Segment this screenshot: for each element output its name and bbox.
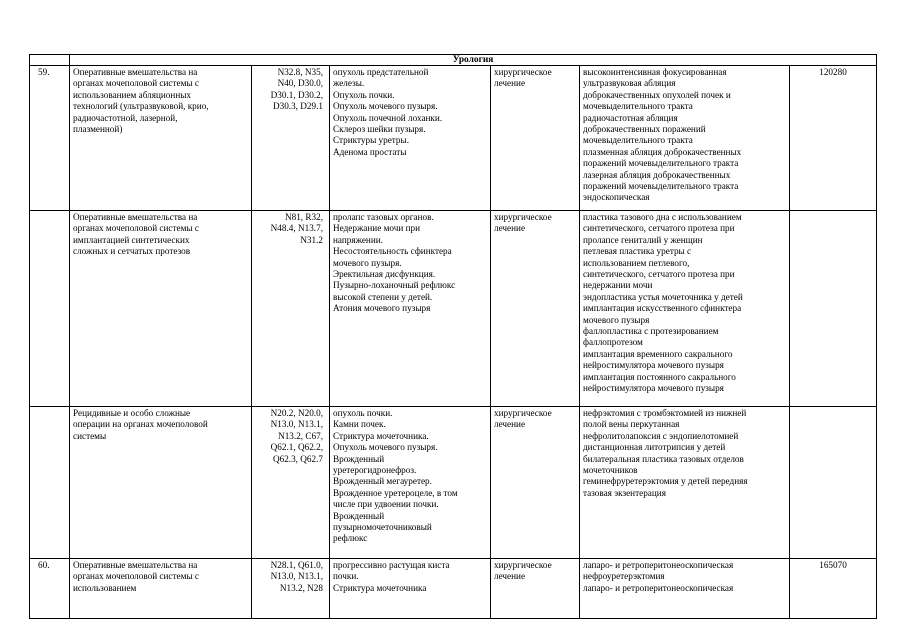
cell-text-line: органах мочеполовой системы с	[73, 78, 199, 89]
icd-codes-cell	[252, 211, 330, 407]
intervention-name-cell	[70, 66, 252, 211]
cell-text-line: опухоль почки.	[333, 408, 393, 418]
cell-text-line: Опухоль почки.	[333, 89, 395, 100]
cell-text-line: поражений мочевыделительного тракта	[583, 158, 739, 169]
cell-text-line: рефлюкс	[333, 533, 368, 544]
price-cell	[790, 66, 877, 211]
cell-text-line: числе при удвоении почки.	[333, 499, 439, 510]
cell-text-line: Пузырно-лоханочный рефлюкс	[333, 280, 456, 291]
cell-text-line: технологий (ультразвуковой, крио,	[73, 101, 209, 112]
intervention-name-cell	[70, 211, 252, 407]
cell-text-line: пузырномочеточниковый	[333, 522, 432, 533]
cell-text-line: лечение	[494, 419, 526, 430]
cell-text-line: плазменной)	[73, 124, 123, 135]
cell-text-line: лазерная абляция доброкачественных	[583, 169, 731, 180]
cell-text-line: Врожденный	[333, 453, 385, 464]
cell-text-line: N31.2	[300, 234, 323, 245]
icd-codes-cell	[252, 407, 330, 559]
cell-text-line: пластика тазового дна с использованием	[583, 212, 742, 222]
cell-text-line: хирургическое	[494, 408, 552, 418]
cell-text-line: имплантация постоянного сакрального	[583, 371, 736, 382]
cell-text-line: недержании мочи	[583, 280, 653, 291]
cell-text-line: Эректильная дисфункция.	[333, 269, 436, 280]
cell-text-line: имплантация искусственного сфинктера	[583, 303, 742, 314]
cell-text-line: Q62.3, Q62.7	[272, 453, 323, 464]
cell-text-line: Оперативные вмешательства на	[73, 67, 198, 77]
row-number-cell	[30, 66, 70, 211]
table-row	[30, 559, 877, 619]
patient-model-cell	[330, 407, 491, 559]
cell-text-line: Стриктуры уретры.	[333, 135, 409, 146]
cell-text-line: нейростимулятора мочевого пузыря	[583, 360, 724, 371]
cell-text-line: нефроуретерэктомия	[583, 571, 665, 582]
cell-text-line: мочевыделительного тракта	[583, 135, 693, 146]
cell-text-line: органах мочеполовой системы с	[73, 223, 199, 234]
cell-text-line: петлевая пластика уретры с	[583, 246, 692, 257]
price-cell	[790, 211, 877, 407]
cell-text-line: имплантация временного сакрального	[583, 348, 733, 359]
cell-text-line: тазовая экзентерация	[583, 487, 666, 498]
cell-text-line: эндоскопическая	[583, 192, 650, 203]
cell-text-line: органах мочеполовой системы с	[73, 571, 199, 582]
cell-text-line: N13.0, N13.1,	[270, 419, 323, 430]
price-cell	[790, 407, 877, 559]
cell-text-line: ультразвуковая абляция	[583, 78, 676, 89]
cell-text-line: использованием абляционных	[73, 89, 192, 100]
treatment-type-cell	[491, 66, 580, 211]
cell-text-line: плазменная абляция доброкачественных	[583, 146, 742, 157]
table-row	[30, 407, 877, 559]
cell-text: 59.	[38, 67, 50, 77]
cell-text-line: мочевого пузыря.	[333, 257, 402, 268]
cell-text-line: прогрессивно растущая киста	[333, 560, 450, 570]
cell-text-line: системы	[73, 430, 107, 441]
treatment-method-cell	[580, 407, 790, 559]
cell-text-line: пролапсе гениталий у женщин	[583, 234, 703, 245]
cell-text-line: Оперативные вмешательства на	[73, 212, 198, 222]
cell-text-line: лечение	[494, 223, 526, 234]
section-header-row	[30, 55, 877, 66]
cell-text-line: Опухоль почечной лоханки.	[333, 112, 443, 123]
cell-text-line: фаллопротезом	[583, 337, 643, 348]
cell-text-line: использованием петлевого,	[583, 257, 690, 268]
cell-text-line: лапаро- и ретроперитонеоскопическая	[583, 560, 734, 570]
cell-text-line: N48.4, N13.7,	[270, 223, 323, 234]
cell-text-line: Камни почек.	[333, 419, 386, 430]
table-row	[30, 211, 877, 407]
cell-text-line: Рецидивные и особо сложные	[73, 408, 191, 418]
cell-text-line: Опухоль мочевого пузыря.	[333, 442, 438, 453]
treatment-method-cell	[580, 66, 790, 211]
treatment-type-cell	[491, 211, 580, 407]
cell-text-line: N40, D30.0,	[277, 78, 323, 89]
cell-text-line: операции на органах мочеполовой	[73, 419, 208, 430]
cell-text-line: поражений мочевыделительного тракта	[583, 181, 739, 192]
section-title: Урология	[70, 55, 877, 66]
cell-text-line: высокой степени у детей.	[333, 291, 433, 302]
cell-text-line: хирургическое	[494, 67, 552, 77]
cell-text-line: почки.	[333, 571, 359, 582]
cell-text-line: уретерогидронефроз.	[333, 465, 417, 476]
cell-text-line: сложных и сетчатых протезов	[73, 246, 191, 257]
cell-text: 165070	[819, 560, 847, 570]
cell-text-line: N81, R32,	[284, 212, 323, 222]
cell-text-line: N13.2, N28	[279, 582, 323, 593]
cell-text-line: N20.2, N20.0,	[270, 408, 323, 418]
cell-text-line: Несостоятельность сфинктера	[333, 246, 452, 257]
cell-text-line: высокоинтенсивная фокусированная	[583, 67, 727, 77]
cell-text-line: Склероз шейки пузыря.	[333, 124, 426, 135]
cell-text-line: мочевыделительного тракта	[583, 101, 693, 112]
document-page	[29, 54, 876, 619]
cell-text-line: полой вены перкутанная	[583, 419, 680, 430]
cell-text-line: использованием	[73, 582, 137, 593]
treatment-type-cell	[491, 559, 580, 619]
cell-text-line: лечение	[494, 78, 526, 89]
icd-codes-cell	[252, 559, 330, 619]
cell-text-line: дистанционная литотрипсия у детей	[583, 442, 726, 453]
cell-text-line: хирургическое	[494, 212, 552, 222]
cell-text-line: N32.8, N35,	[277, 67, 323, 77]
procedures-table	[29, 54, 877, 619]
patient-model-cell	[330, 66, 491, 211]
cell-text-line: имплантацией синтетических	[73, 234, 190, 245]
cell-text-line: опухоль предстательной	[333, 67, 429, 77]
cell-text-line: радиочастотной, лазерной,	[73, 112, 178, 123]
cell-text-line: Аденома простаты	[333, 146, 407, 157]
patient-model-cell	[330, 559, 491, 619]
cell-text-line: лапаро- и ретроперитонеоскопическая	[583, 582, 734, 593]
cell-text-line: нейростимулятора мочевого пузыря	[583, 383, 724, 394]
cell-text-line: Атония мочевого пузыря	[333, 303, 431, 314]
icd-codes-cell	[252, 66, 330, 211]
cell-text-line: хирургическое	[494, 560, 552, 570]
row-number-cell	[30, 559, 70, 619]
price-cell	[790, 559, 877, 619]
cell-text-line: D30.3, D29.1	[272, 101, 323, 112]
cell-text-line: доброкачественных поражений	[583, 124, 706, 135]
cell-text: 60.	[38, 560, 50, 570]
cell-text-line: билатеральная пластика тазовых отделов	[583, 453, 744, 464]
cell-text-line: N28.1, Q61.0,	[270, 560, 323, 570]
cell-text-line: D30.1, D30.2,	[270, 89, 323, 100]
cell-text-line: мочеточников	[583, 465, 638, 476]
cell-text-line: лечение	[494, 571, 526, 582]
cell-text-line: N13.0, N13.1,	[270, 571, 323, 582]
cell-text-line: напряжении.	[333, 234, 383, 245]
table-row	[30, 66, 877, 211]
cell-text-line: Q62.1, Q62.2,	[270, 442, 323, 453]
cell-text-line: железы.	[333, 78, 365, 89]
row-number-cell	[30, 211, 70, 407]
cell-text-line: фаллопластика с протезированием	[583, 326, 719, 337]
patient-model-cell	[330, 211, 491, 407]
cell-text-line: нефрэктомия с тромбэктомией из нижней	[583, 408, 747, 418]
cell-text-line: Недержание мочи при	[333, 223, 421, 234]
cell-text-line: геминефруретерэктомия у детей передняя	[583, 476, 748, 487]
cell-text-line: Опухоль мочевого пузыря.	[333, 101, 438, 112]
intervention-name-cell	[70, 559, 252, 619]
treatment-method-cell	[580, 559, 790, 619]
treatment-type-cell	[491, 407, 580, 559]
row-number-cell	[30, 407, 70, 559]
cell-text: 120280	[819, 67, 847, 77]
cell-text-line: Оперативные вмешательства на	[73, 560, 198, 570]
intervention-name-cell	[70, 407, 252, 559]
cell-text-line: N13.2, C67,	[278, 430, 323, 441]
cell-text-line: доброкачественных опухолей почек и	[583, 89, 731, 100]
cell-text-line: Врожденный мегауретер.	[333, 476, 432, 487]
cell-text-line: пролапс тазовых органов.	[333, 212, 434, 222]
cell-text-line: эндопластика устья мочеточника у детей	[583, 291, 743, 302]
cell-text-line: нефролитолапоксия с эндопиелотомией	[583, 430, 739, 441]
cell-text-line: мочевого пузыря	[583, 314, 650, 325]
cell-text-line: Врожденное уретероцеле, в том	[333, 487, 458, 498]
cell-text-line: Врожденный	[333, 510, 385, 521]
cell-text-line: Стриктура мочеточника	[333, 582, 427, 593]
cell-text-line: синтетического, сетчатого протеза при	[583, 223, 735, 234]
treatment-method-cell	[580, 211, 790, 407]
cell-text-line: радиочастотная абляция	[583, 112, 678, 123]
cell-text-line: синтетического, сетчатого протеза при	[583, 269, 735, 280]
cell-text-line: Стриктура мочеточника.	[333, 430, 429, 441]
